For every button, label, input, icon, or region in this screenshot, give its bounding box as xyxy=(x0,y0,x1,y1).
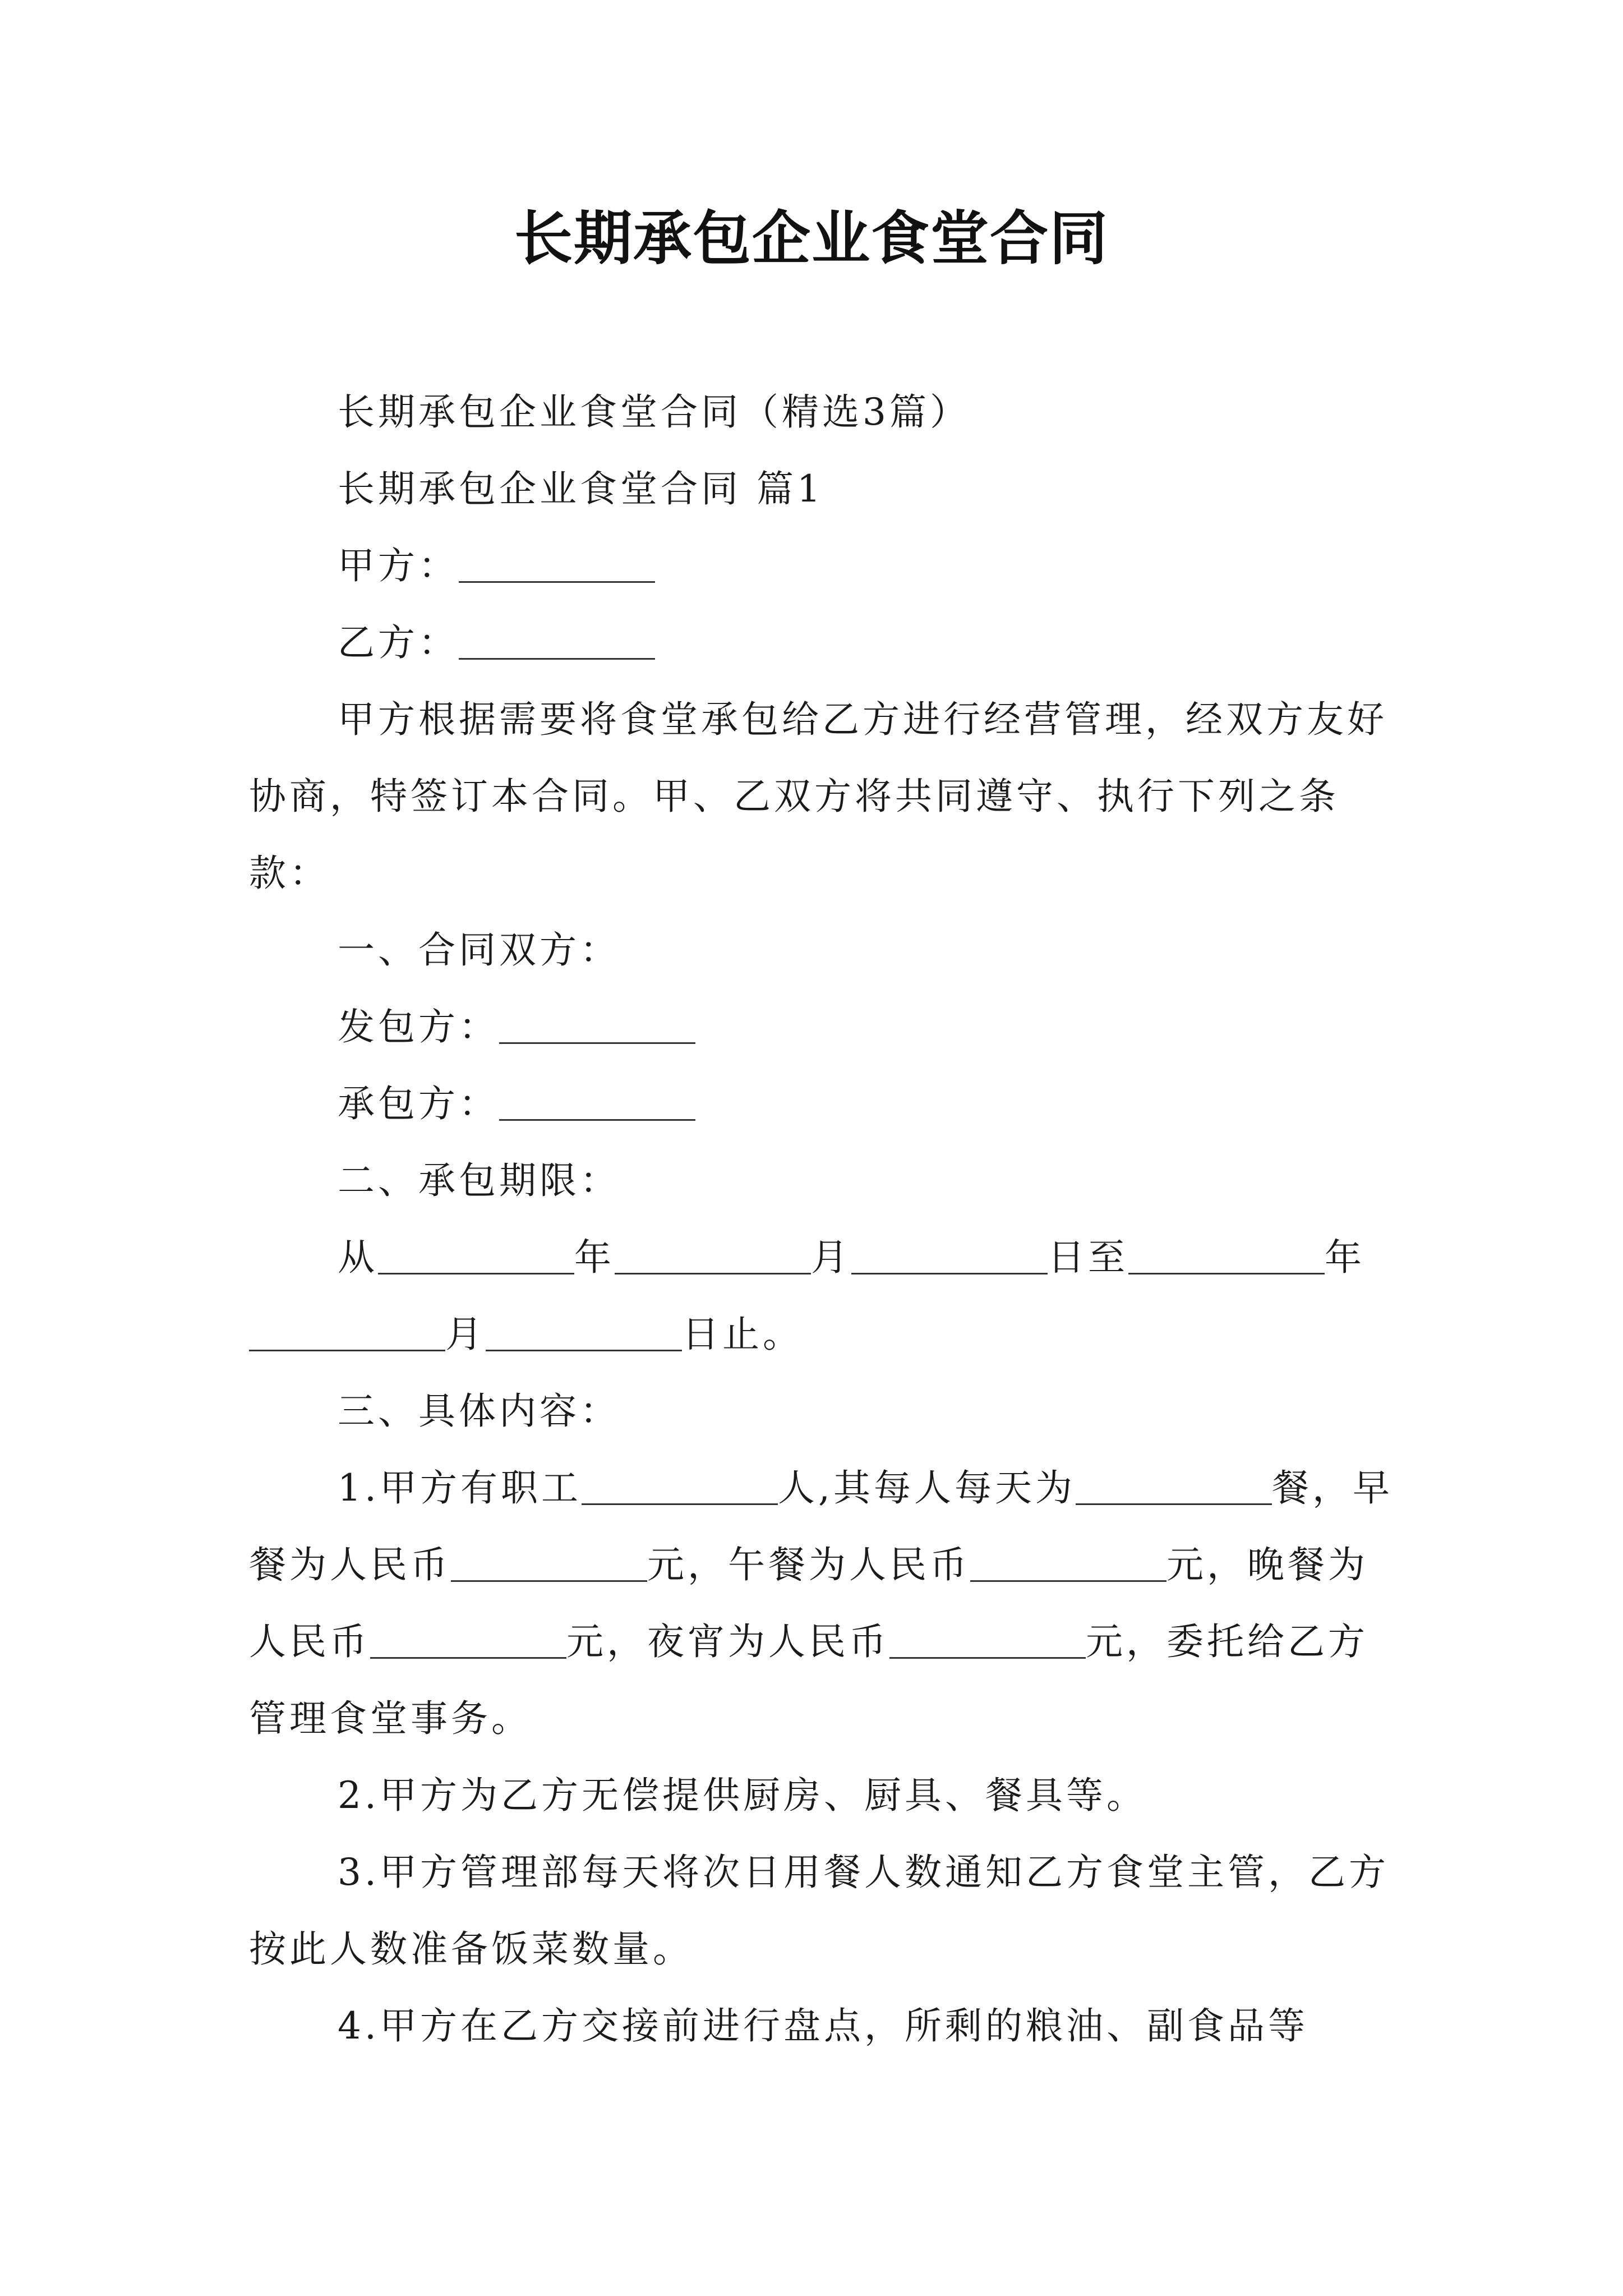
paragraph-text: 发包方： xyxy=(338,1005,499,1048)
paragraph-text: 1.甲方有职工 xyxy=(338,1466,582,1510)
fill-in-blank-line xyxy=(851,1236,1048,1274)
paragraph-text: 餐，早餐为人民币 xyxy=(249,1466,1393,1586)
paragraph-item-1 xyxy=(249,1450,1395,1757)
paragraph-text: 长期承包企业食堂合同（精选3篇） xyxy=(338,390,970,434)
paragraph-item-2 xyxy=(249,1757,1395,1834)
paragraph-text: 月 xyxy=(811,1236,851,1279)
paragraph-text: 一、合同双方： xyxy=(338,928,620,972)
paragraph-text: 乙方： xyxy=(338,621,459,664)
fill-in-blank-line xyxy=(378,1236,574,1274)
paragraph-clause-3-heading xyxy=(249,1373,1395,1450)
paragraph-item-4 xyxy=(249,1987,1395,2064)
paragraph-text: 元，午餐为人民币 xyxy=(647,1543,970,1586)
fill-in-blank-line xyxy=(499,1082,695,1121)
paragraph-term xyxy=(249,1219,1395,1373)
paragraph-text: 4.甲方在乙方交接前进行盘点，所剩的粮油、副食品等 xyxy=(338,2004,1308,2047)
paragraph-text: 元，夜宵为人民币 xyxy=(566,1620,889,1663)
paragraph-text: 二、承包期限： xyxy=(338,1159,620,1202)
paragraph-text: 年 xyxy=(1325,1236,1365,1279)
paragraph-text: 人,其每人每天为 xyxy=(777,1466,1076,1510)
document-title: 长期承包企业食堂合同 xyxy=(514,204,1109,273)
paragraph-contractor-issuer xyxy=(249,988,1395,1065)
paragraph-contractor-taker xyxy=(249,1065,1395,1142)
paragraph-clause-1-heading xyxy=(249,912,1395,988)
document-body xyxy=(249,374,1395,2064)
fill-in-blank-line xyxy=(1128,1236,1325,1274)
fill-in-blank-line xyxy=(249,1313,445,1351)
paragraph-text: 元，晚餐为人民币 xyxy=(249,1543,1368,1663)
fill-in-blank-line xyxy=(615,1236,811,1274)
paragraph-party-a xyxy=(249,527,1395,604)
paragraph-text: 日止。 xyxy=(682,1313,803,1356)
paragraph-text: 三、具体内容： xyxy=(338,1389,620,1433)
fill-in-blank-line xyxy=(1076,1466,1272,1505)
paragraph-item-3 xyxy=(249,1834,1395,1987)
paragraph-subtitle xyxy=(249,374,1395,450)
paragraph-preamble xyxy=(249,681,1395,912)
paragraph-text: 日至 xyxy=(1048,1236,1128,1279)
fill-in-blank-line xyxy=(970,1543,1166,1582)
paragraph-section-heading xyxy=(249,450,1395,527)
paragraph-text: 2.甲方为乙方无偿提供厨房、厨具、餐具等。 xyxy=(338,1774,1147,1817)
fill-in-blank-line xyxy=(499,1005,695,1044)
paragraph-text: 承包方： xyxy=(338,1082,499,1125)
fill-in-blank-line xyxy=(459,544,655,583)
fill-in-blank-line xyxy=(451,1543,647,1582)
paragraph-text: 月 xyxy=(445,1313,486,1356)
paragraph-text: 从 xyxy=(338,1236,378,1279)
fill-in-blank-line xyxy=(889,1620,1086,1659)
paragraph-text: 甲方根据需要将食堂承包给乙方进行经营管理，经双方友好协商，特签订本合同。甲、乙双方将共同遵守、执行下列之条款： xyxy=(249,698,1387,895)
fill-in-blank-line xyxy=(370,1620,566,1659)
paragraph-text: 年 xyxy=(574,1236,615,1279)
paragraph-text: 元，委托给乙方管理食堂事务。 xyxy=(249,1620,1368,1740)
paragraph-clause-2-heading xyxy=(249,1142,1395,1219)
paragraph-text: 甲方： xyxy=(338,544,459,587)
paragraph-text: 长期承包企业食堂合同 篇1 xyxy=(338,467,824,510)
paragraph-party-b xyxy=(249,604,1395,681)
fill-in-blank-line xyxy=(459,621,655,660)
fill-in-blank-line xyxy=(582,1466,778,1505)
fill-in-blank-line xyxy=(486,1313,682,1351)
paragraph-text: 3.甲方管理部每天将次日用餐人数通知乙方食堂主管，乙方按此人数准备饭菜数量。 xyxy=(249,1851,1389,1971)
